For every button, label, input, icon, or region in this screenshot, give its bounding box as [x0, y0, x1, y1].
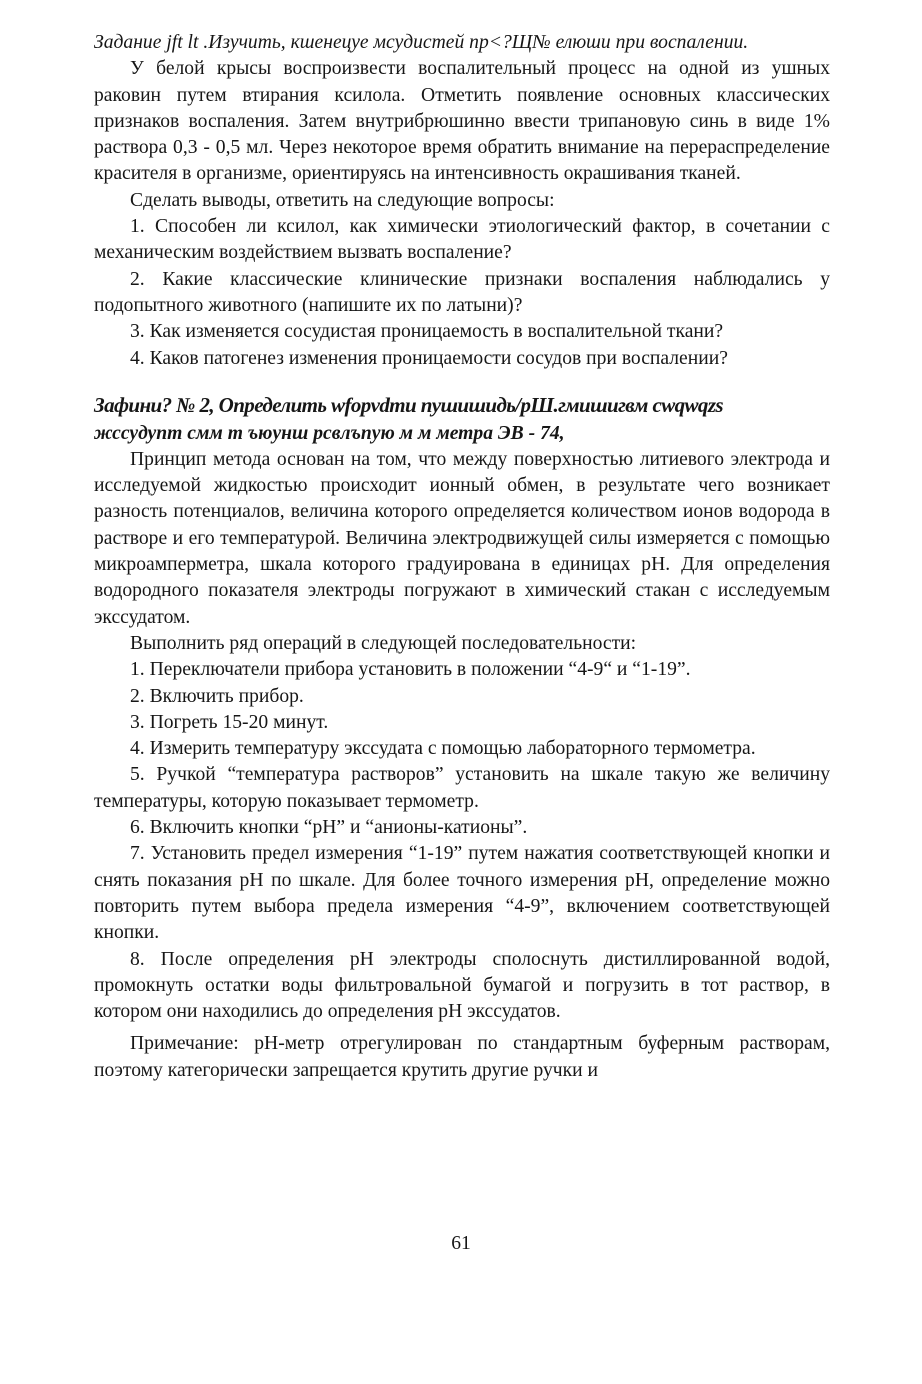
page-number: 61: [451, 1233, 471, 1254]
task1-title: Задание jft lt .Изучить, кшенецуе мсудистей пр<?Щ№ елюши при воспалении.: [94, 32, 749, 53]
task1-question: 2. Какие классические клинические признаки воспаления наблюдались у подопытного животного (напишите их по латыни)?: [94, 268, 830, 316]
task2-step: 6. Включить кнопки “pH” и “анионы-катионы”.: [130, 817, 528, 839]
task1-paragraph: У белой крысы воспроизвести воспалительный процесс на одной из ушных раковин путем втирания ксилола. Отметить появление основных классических признаков воспаления. Затем внутрибрюшинно ввести трипановую синь в виде 1% раствора 0,3 - 0,5 мл. Через некоторое время обратить внимание на перераспределение красителя в организме, ориентируясь на интенсивность окрашивания тканей.: [94, 58, 830, 185]
task2-step: 1. Переключатели прибора установить в положении “4-9“ и “1-19”.: [130, 659, 691, 681]
task1-question: 3. Как изменяется сосудистая проницаемость в воспалительной ткани?: [130, 321, 724, 343]
task2-title-line1: Зафини? № 2, Определить wfopvdmu пушишидь/рШ.гмишигвм cwqwqzs: [94, 392, 723, 417]
task2-step: 5. Ручкой “температура растворов” установить на шкале такую же величину температуры, которую показывает термометр.: [94, 764, 830, 812]
task2-step: 3. Погреть 15-20 минут.: [130, 711, 329, 733]
task1-question: 1. Способен ли ксилол, как химически этиологический фактор, в сочетании с механическим воздействием вызвать воспаление?: [94, 216, 830, 264]
task1-paragraph: Сделать выводы, ответить на следующие вопросы:: [130, 189, 555, 211]
task2-step: 4. Измерить температуру экссудата с помощью лабораторного термометра.: [130, 738, 756, 760]
task2-title-line2: жссудупт смм т ъюунш рсвлъпую м м метра ЭВ - 74,: [94, 422, 565, 444]
task1-question: 4. Каков патогенез изменения проницаемости сосудов при воспалении?: [130, 347, 728, 369]
task2-step: 2. Включить прибор.: [130, 685, 304, 707]
task2-paragraph: Выполнить ряд операций в следующей последовательности:: [130, 632, 637, 654]
task2-title: [94, 392, 830, 447]
task2-paragraph: Принцип метода основан на том, что между поверхностью литиевого электрода и исследуемой жидкостью происходит ионный обмен, в результате чего возникает разность потенциалов, величина которого определяется количеством ионов водорода в растворе и его температурой. Величина электродвижущей силы измеряется с помощью микроамперметра, шкала которого градуирована в единицах pH. Для определения водородного показателя электроды погружают в химический стакан с исследуемым экссудатом.: [94, 448, 830, 628]
task2-note: Примечание: pH-метр отрегулирован по стандартным буферным растворам, поэтому категорически запрещается крутить другие ручки и: [94, 1033, 830, 1081]
document-page: [94, 30, 830, 1084]
task2-step: 7. Установить предел измерения “1-19” путем нажатия соответствующей кнопки и снять показания pH по шкале. Для более точного измерения pH, определение можно повторить путем выбора предела измерения “4-9”, включением соответствующей кнопки.: [94, 843, 830, 944]
task2-step: 8. После определения pH электроды сполоснуть дистиллированной водой, промокнуть остатки воды фильтровальной бумагой и погрузить в тот раствор, в котором они находились до определения pH экссудатов.: [94, 948, 830, 1023]
